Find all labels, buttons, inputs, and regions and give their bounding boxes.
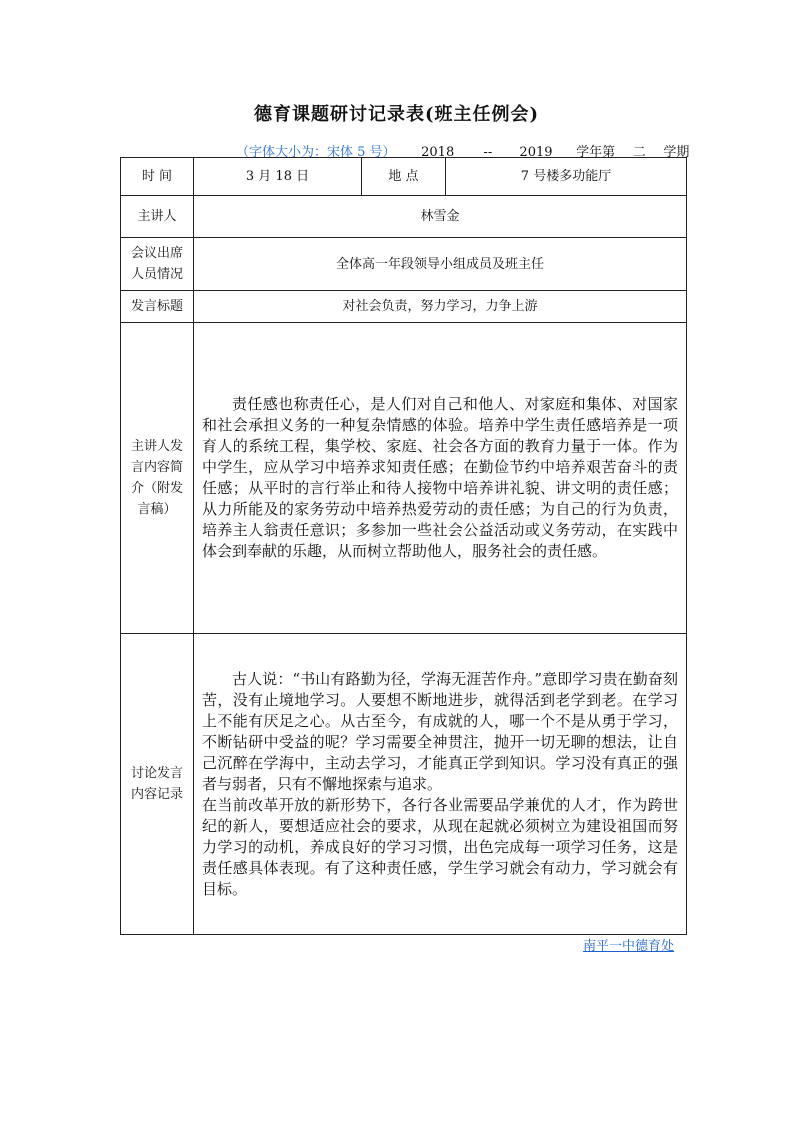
attendees-label-line: 人员情况 (130, 267, 183, 282)
year-end: 2019 (519, 145, 553, 160)
record-table (120, 157, 687, 935)
attendees-row (121, 238, 687, 291)
place-value: 7 号楼多功能厅 (446, 158, 687, 196)
summary-paragraph: 责任感也称责任心，是人们对自己和他人、对家庭和集体、对国家和社会承担义务的一种复杂情感的体验。培养中学生责任感培养是一项育人的系统工程，集学校、家庭、社会各方面的教育力量于一体。作为中学生，应从学习中培养求知责任感；在勤俭节约中培养艰苦奋斗的责任感；从平时的言行举止和待人接物中培养讲礼貌、讲文明的责任感；从力所能及的家务劳动中培养热爱劳动的责任感；为自己的行为负责，培养主人翁责任意识；多参加一些社会公益活动或义务劳动，在实践中体会到奉献的乐趣，从而树立帮助他人，服务社会的责任感。 (202, 395, 678, 560)
summary-label-line: 言内容简 (130, 460, 183, 475)
speaker-label: 主讲人 (121, 196, 194, 238)
summary-label-line: 主讲人发 (130, 439, 183, 454)
topic-value: 对社会负责，努力学习，力争上游 (194, 291, 687, 323)
footer-org-link[interactable]: 南平一中德育处 (582, 939, 674, 954)
discussion-content (194, 634, 687, 935)
page-title: 德育课题研讨记录表(班主任例会) (253, 104, 540, 125)
speaker-value: 林雪金 (194, 196, 687, 238)
term-suffix: 学期 (663, 145, 690, 160)
year-suffix: 学年第 (576, 145, 616, 160)
summary-label-line: 介（附发 (130, 481, 183, 496)
summary-content (194, 323, 687, 634)
discussion-paragraph-1: 古人说：“书山有路勤为径，学海无涯苦作舟。”意即学习贵在勤奋刻苦，没有止境地学习。人要想不断地进步，就得活到老学到老。在学习上不能有厌足之心。从古至今，有成就的人，哪一个不是从勇于学习，不断钻研中受益的呢？学习需要全神贯注，抛开一切无聊的想法，让自己沉醉在学海中，主动去学习，才能真正学到知识。学习没有真正的强者与弱者，只有不懈地探索与追求。 (202, 669, 678, 793)
discussion-label-line: 讨论发言 (130, 766, 183, 781)
topic-label: 发言标题 (121, 291, 194, 323)
time-place-row (121, 158, 687, 196)
time-label: 时 间 (141, 169, 173, 184)
summary-label-line: 言稿） (137, 502, 177, 517)
summary-row (121, 323, 687, 634)
speaker-row (121, 196, 687, 238)
time-value: 3 月 18 日 (194, 158, 362, 196)
discussion-label-line: 内容记录 (130, 787, 183, 802)
year-start: 2018 (421, 145, 455, 160)
place-label: 地 点 (362, 158, 446, 196)
year-separator: -- (483, 145, 493, 160)
attendees-label (121, 238, 194, 291)
discussion-row (121, 634, 687, 935)
topic-row (121, 291, 687, 323)
summary-label (121, 323, 194, 634)
attendees-value: 全体高一年段领导小组成员及班主任 (194, 238, 687, 291)
term-number: 二 (632, 145, 646, 160)
discussion-label (121, 634, 194, 935)
attendees-label-line: 会议出席 (130, 246, 183, 261)
font-size-hint: （字体大小为：宋体 5 号） (236, 145, 396, 160)
time-label-cell (121, 158, 194, 196)
discussion-paragraph-2: 在当前改革开放的新形势下，各行各业需要品学兼优的人才，作为跨世纪的新人，要想适应社会的要求，从现在起就必须树立为建设祖国而努力学习的动机，养成良好的学习习惯，出色完成每一项学习任务，这是责任感具体表现。有了这种责任感，学生学习就会有动力，学习就会有目标。 (202, 795, 678, 898)
